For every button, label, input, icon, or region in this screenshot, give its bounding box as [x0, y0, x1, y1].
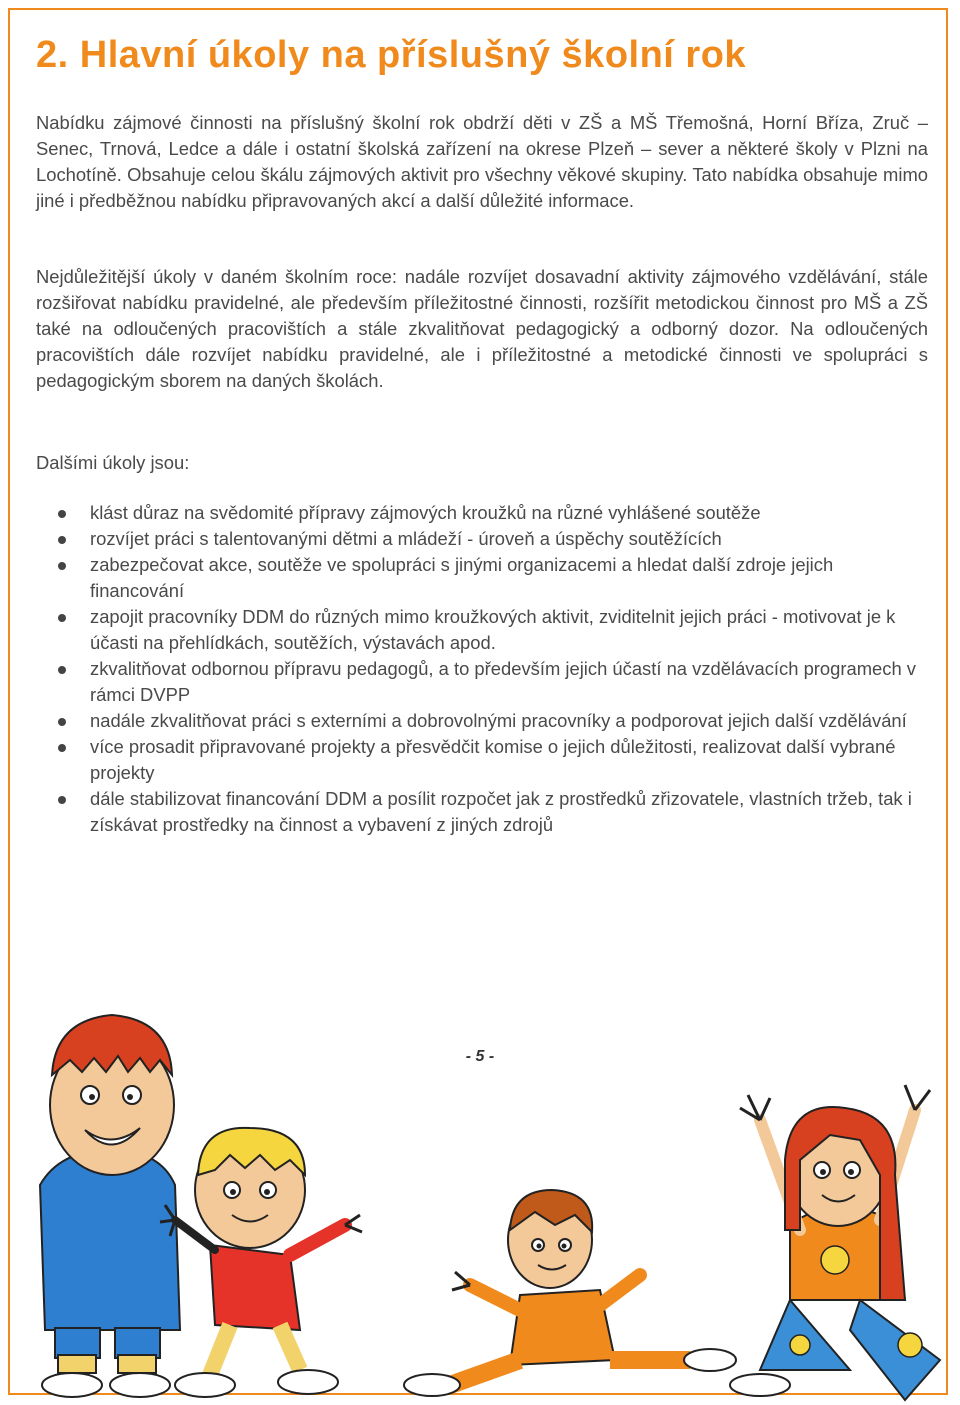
boy-sitting-figure: [404, 1190, 736, 1396]
boy-left-figure: [40, 1015, 180, 1397]
list-item-text: klást důraz na svědomité přípravy zájmových kroužků na různé vyhlášené soutěže: [90, 502, 761, 523]
list-item-text: více prosadit připravované projekty a přesvědčit komise o jejich důležitosti, realizovat další vybrané projekty: [90, 736, 896, 783]
page-number: - 5 -: [465, 1048, 495, 1065]
intro-paragraph: Nabídku zájmové činnosti na příslušný školní rok obdrží děti v ZŠ a MŠ Třemošná, Horní Bříza, Zruč – Senec, Trnová, Ledce a dále i ostatní školská zařízení na okrese Plzeň – sever a některé školy v Plzni na Lochotíně. Obsahuje celou škálu zájmových aktivit pro všechny věkové skupiny. Tato nabídka obsahuje mimo jiné i předběžnou nabídku připravovaných akcí a další důležité informace.: [36, 112, 928, 211]
page-title: 2. Hlavní úkoly na příslušný školní rok: [36, 34, 747, 76]
boy-middle-figure: [160, 1128, 362, 1397]
girl-right-figure: [730, 1085, 940, 1400]
list-item-text: zkvalitňovat odbornou přípravu pedagogů, a to především jejich účastí na vzdělávacích programech v rámci DVPP: [90, 658, 917, 705]
further-tasks-lead: Dalšími úkoly jsou:: [36, 452, 190, 473]
list-item-text: rozvíjet práci s talentovanými dětmi a mládeží - úroveň a úspěchy soutěžících: [90, 528, 722, 549]
list-item-text: zabezpečovat akce, soutěže ve spolupráci s jinými organizacemi a hledat další zdroje jejich financování: [90, 554, 834, 601]
list-item-text: nadále zkvalitňovat práci s externími a dobrovolnými pracovníky a podporovat jejich další vzdělávání: [90, 710, 907, 731]
list-item-text: zapojit pracovníky DDM do různých mimo kroužkových aktivit, zviditelnit jejich práci - motivovat je k účasti na přehlídkách, soutěžích, výstavách apod.: [90, 606, 896, 653]
main-tasks-paragraph: Nejdůležitější úkoly v daném školním roce: nadále rozvíjet dosavadní aktivity zájmového vzdělávání, stále rozšiřovat nabídku pravidelné, ale především příležitostné činnosti, rozšířit metodickou činnost pro MŠ a ZŠ také na odloučených pracovištích a stále zkvalitňovat pedagogický a odborný dozor. Na odloučených pracovištích dále rozvíjet nabídku pravidelné, ale i příležitostné a metodické činnosti ve spolupráci s pedagogickým sborem na daných školách.: [36, 266, 928, 391]
list-item-text: dále stabilizovat financování DDM a posílit rozpočet jak z prostředků zřizovatele, vlastních tržeb, tak i získávat prostředky na činnost a vybavení z jiných zdrojů: [90, 788, 912, 835]
